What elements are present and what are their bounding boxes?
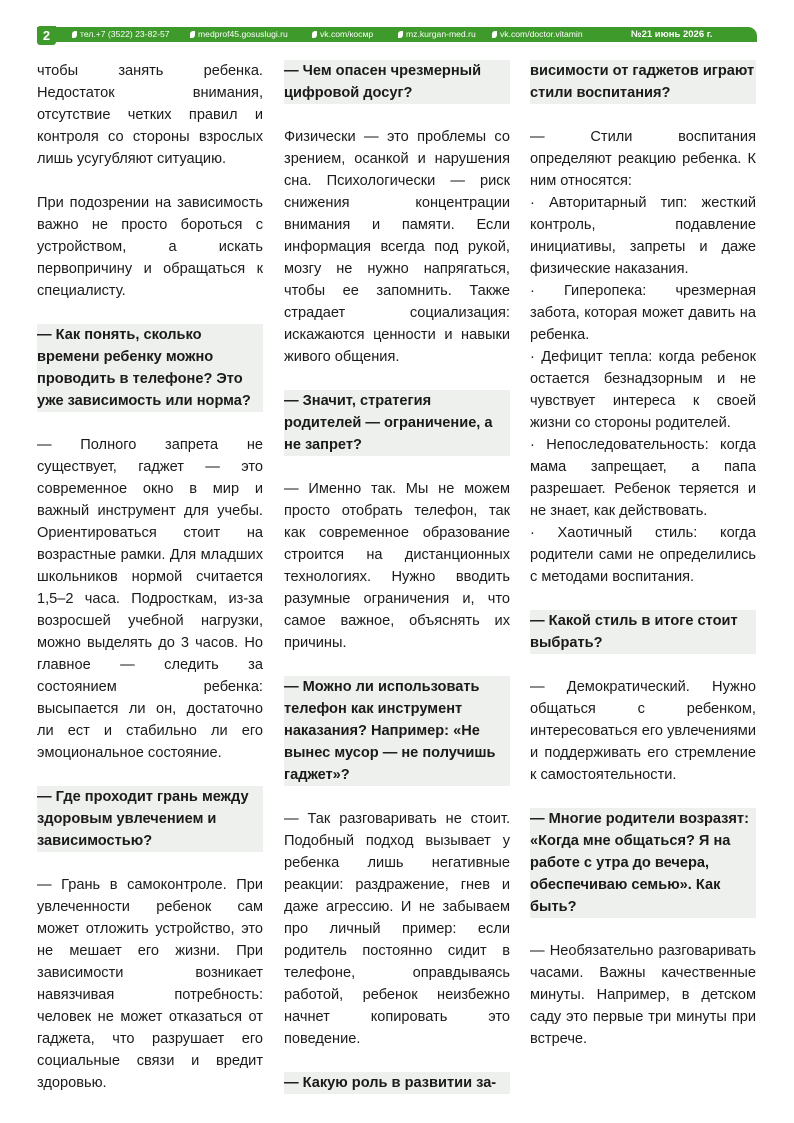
header-vk-kocmp[interactable]: vk.com/кocмp [312,27,373,42]
header-site-mz[interactable]: mz.kurgan-med.ru [398,27,476,42]
paragraph: — Полного запрета не существует, гаджет — это современное окно в мир и важный инструмент для учебы. Ориентироваться стоит на возрастные рамки. Для младших школьников нормой считается 1,5–2 часа. Подросткам, из-за возросшей учебной нагрузки, можно выделять до 3 часов. Но главное — следить за состоянием ребенка: высыпается ли он, достаточно ли ест и стабильно ли его эмоциональное состояние. [37,437,263,761]
column-1 [37,60,263,1094]
paragraph: — Стили воспитания определяют реакцию ребенка. К ним относятся: [530,129,756,189]
question-heading: — Можно ли использовать телефон как инструмент наказания? Например: «Не вынес мусор — не получишь гаджет»? [284,676,510,786]
paragraph: — Так разговаривать не стоит. Подобный подход вызывает у ребенка лишь негативные реакции: раздражение, гнев и даже агрессию. И не забываем про личный пример: если родитель постоянно сидит в телефоне, оправдываясь работой, ребенок неизбежно начнет копировать это поведение. [284,811,510,1047]
question-heading: — Где проходит грань между здоровым увлечением и зависимостью? [37,786,263,852]
bullet-item: · Авторитарный тип: жесткий контроль, подавление инициативы, запреты и даже физические наказания. [530,195,756,277]
column-2 [284,60,510,1116]
leaf-icon [190,31,195,38]
paragraph: — Необязательно разговаривать часами. Важны качественные минуты. Например, в детском саду это первые три минуты при встрече. [530,943,756,1047]
paragraph: — Демократический. Нужно общаться с ребенком, интересоваться его увлечениями и поддерживать его стремление к самостоятельности. [530,679,756,783]
question-heading: — Многие родители возразят: «Когда мне общаться? Я на работе с утра до вечера, обеспечиваю семью». Как быть? [530,808,756,918]
bullet-item: · Непоследовательность: когда мама запрещает, а папа разрешает. Ребенок теряется и не знает, как действовать. [530,437,756,519]
question-heading: — Значит, стратегия родителей — ограничение, а не запрет? [284,390,510,456]
leaf-icon [72,31,77,38]
paragraph: чтобы занять ребенка. Недостаток внимания, отсутствие четких правил и контроля со стороны взрослых лишь усугубляют ситуацию. [37,63,263,167]
header-site-medprof[interactable]: medprof45.gosuslugi.ru [190,27,288,42]
bullet-item: · Хаотичный стиль: когда родители сами не определились с методами воспитания. [530,525,756,585]
bullet-item: · Гиперопека: чрезмерная забота, которая может давить на ребенка. [530,283,756,343]
paragraph: — Грань в самоконтроле. При увлеченности ребенок сам может отложить устройство, это не мешает его жизни. При зависимости возникает навязчивая потребность: человек не может отказаться от гаджета, что разрушает его социальные связи и вредит здоровью. [37,877,263,1091]
paragraph: — Именно так. Мы не можем просто отобрать телефон, так как современное образование строится на дистанционных технологиях. Нужно вводить разумные ограничения и, что самое важное, объяснять их причины. [284,481,510,651]
paragraph: При подозрении на зависимость важно не просто бороться с устройством, а искать первопричину и обращаться к специалисту. [37,195,263,299]
leaf-icon [398,31,403,38]
header-phone: тел.+7 (3522) 23-82-57 [72,27,170,42]
header-vk-doctor[interactable]: vk.com/doctor.vitamin [492,27,583,42]
leaf-icon [312,31,317,38]
column-3 [530,60,756,1050]
paragraph: Физически — это проблемы со зрением, осанкой и нарушения сна. Психологически — риск снижения концентрации внимания и памяти. Если информация всегда под рукой, мозгу не нужно напрягаться, чтобы ее запомнить. Также страдает социализация: искажаются ценности и навыки живого общения. [284,129,510,365]
question-heading: — Какую роль в развитии за- [284,1072,510,1094]
page-number: 2 [37,26,56,45]
question-heading: — Как понять, сколько времени ребенку можно проводить в телефоне? Это уже зависимость или норма? [37,324,263,412]
issue-number: №21 июнь 2026 г. [631,29,713,40]
question-heading: висимости от гаджетов играют стили воспитания? [530,60,756,104]
question-heading: — Какой стиль в итоге стоит выбрать? [530,610,756,654]
bullet-item: · Дефицит тепла: когда ребенок остается безнадзорным и не чувствует интереса к своей жизни со стороны родителей. [530,349,756,431]
leaf-icon [492,31,497,38]
question-heading: — Чем опасен чрезмерный цифровой досуг? [284,60,510,104]
